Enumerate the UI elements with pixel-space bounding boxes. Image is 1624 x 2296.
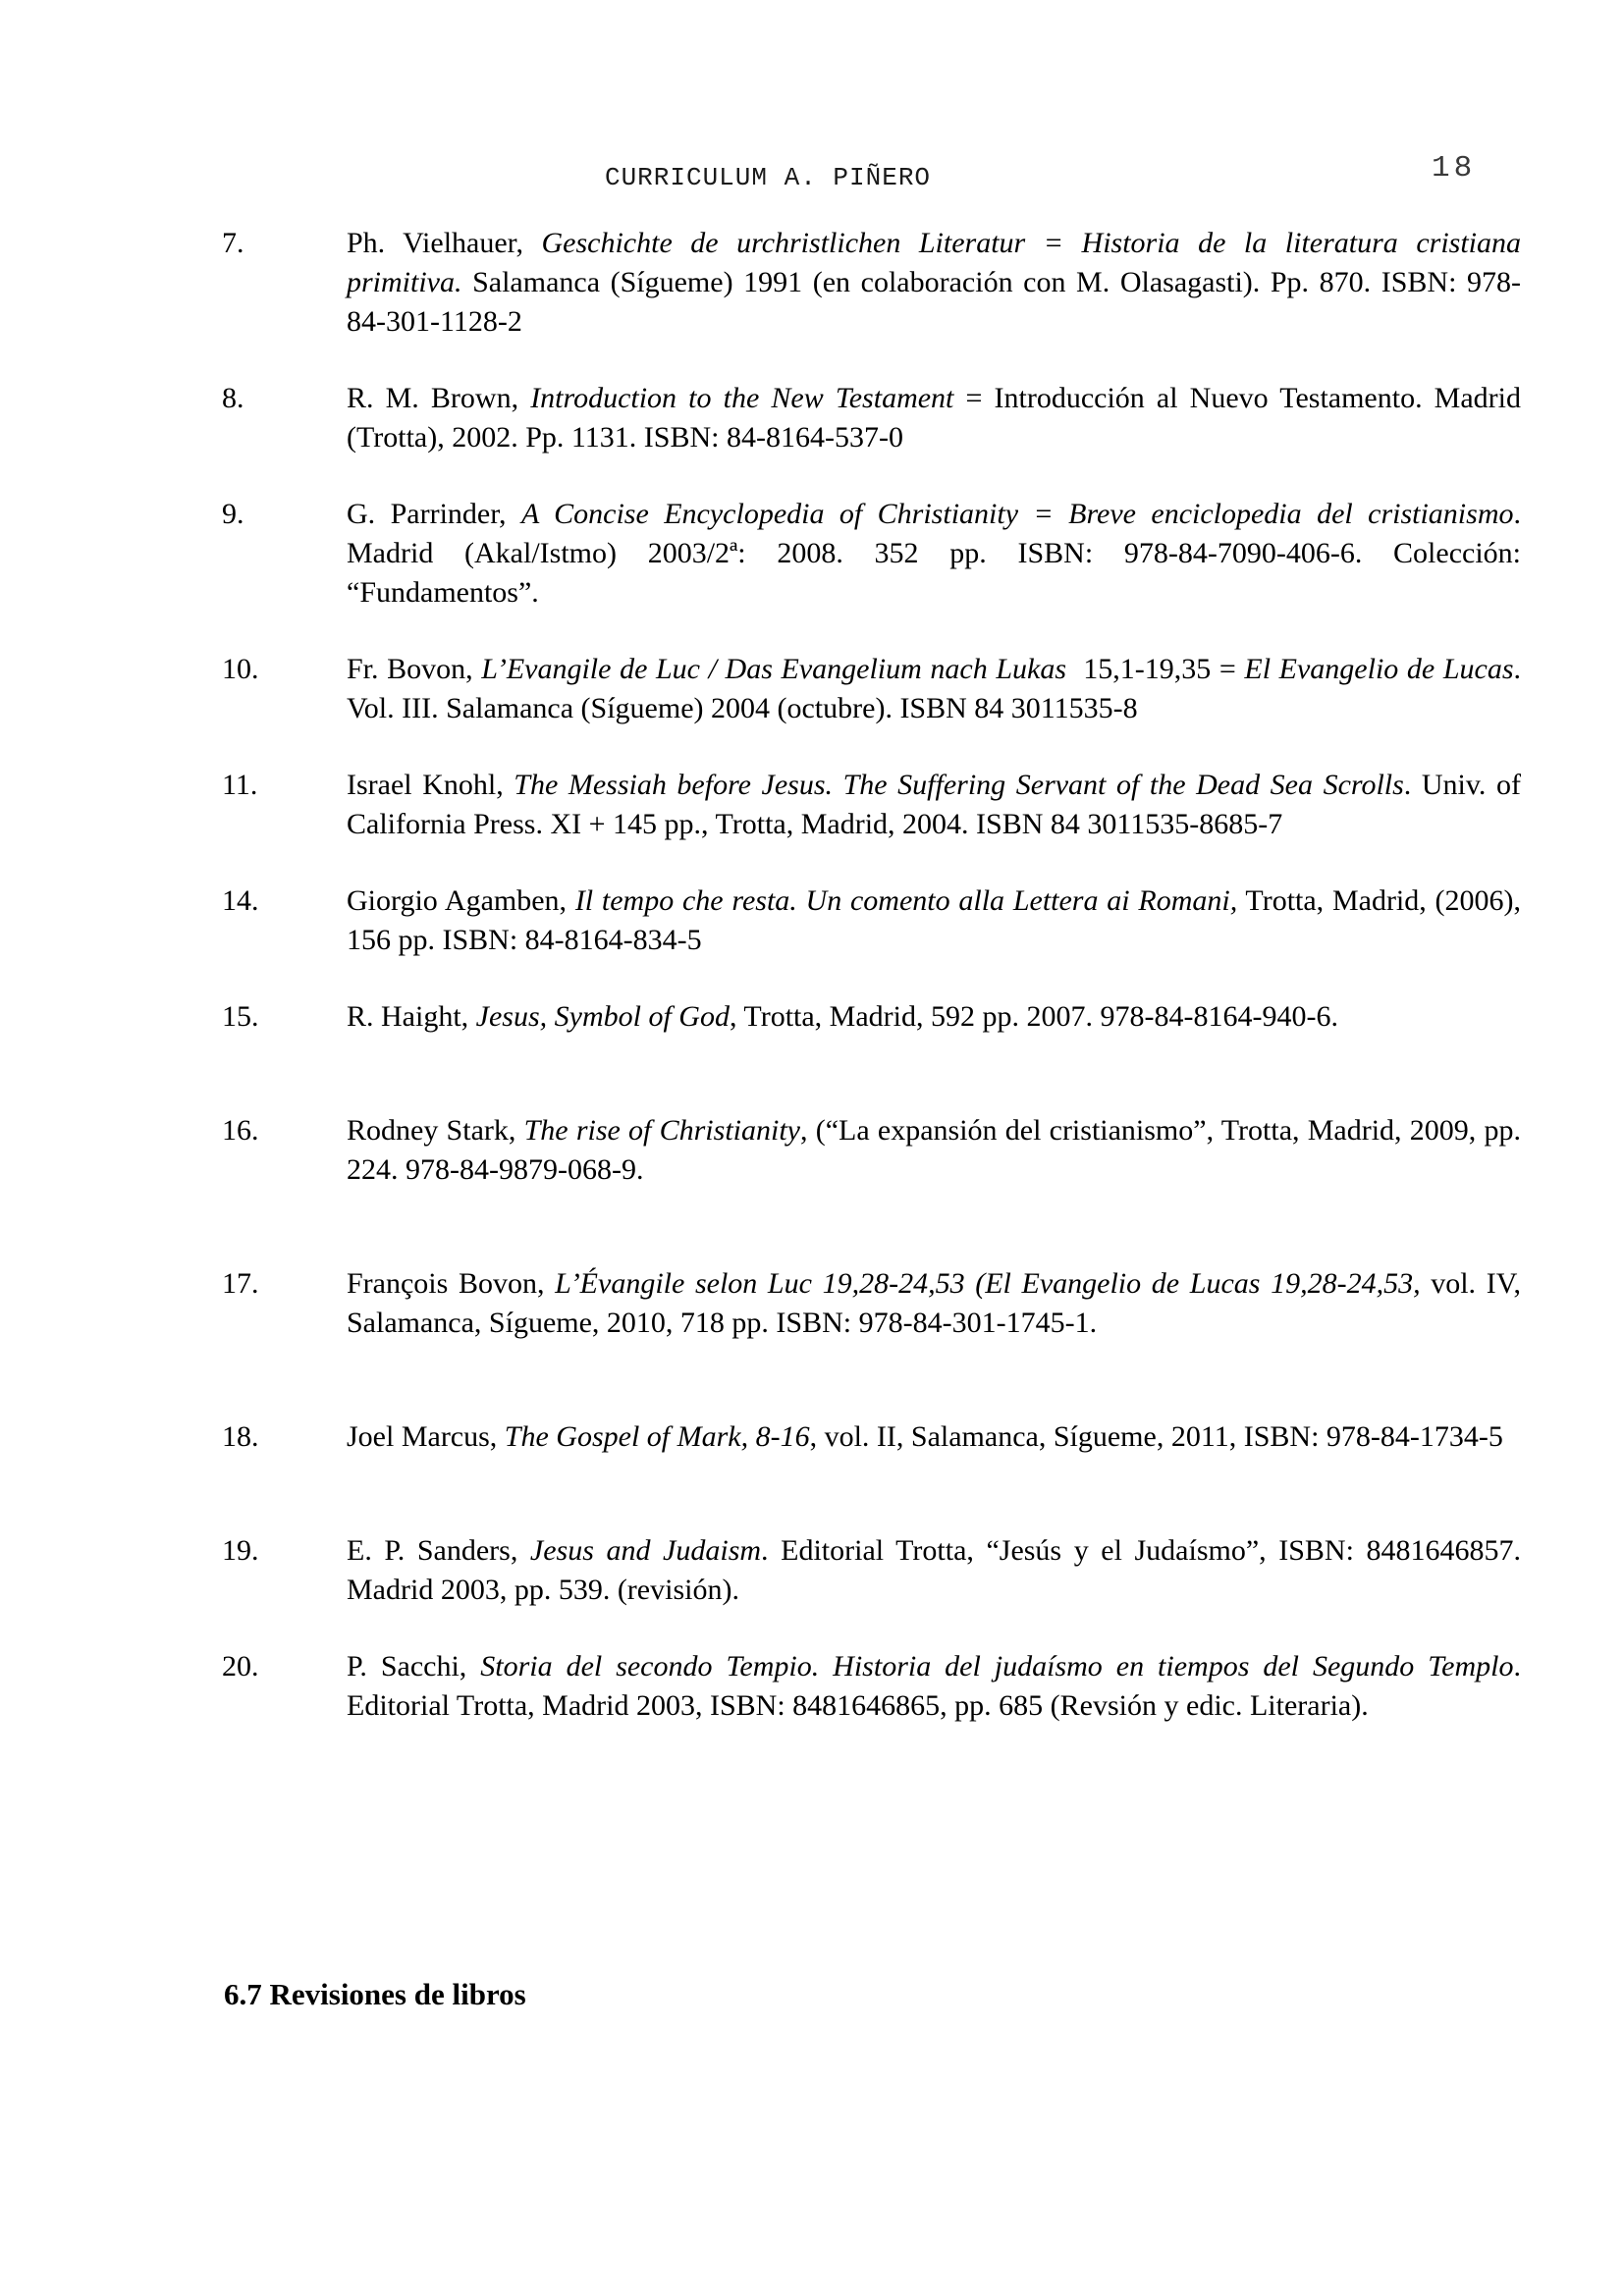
- bibliography-entry: [222, 1264, 1521, 1343]
- entry-text: Ph. Vielhauer, Geschichte de urchristlichen Literatur = Historia de la literatura cristiana primitiva. Salamanca (Sígueme) 1991 (en colaboración con M. Olasagasti). Pp. 870. ISBN: 978-84-301-1128-2: [347, 227, 1521, 338]
- entry-text: E. P. Sanders, Jesus and Judaism. Editorial Trotta, “Jesús y el Judaísmo”, ISBN: 8481646857. Madrid 2003, pp. 539. (revisión).: [347, 1534, 1521, 1606]
- page-number: 18: [1432, 151, 1477, 186]
- bibliography-entry: [222, 379, 1521, 457]
- section-heading: 6.7 Revisiones de libros: [224, 1977, 526, 2011]
- entry-text: R. Haight, Jesus, Symbol of God, Trotta, Madrid, 592 pp. 2007. 978-84-8164-940-6.: [347, 1000, 1338, 1033]
- bibliography-entry: [222, 224, 1521, 342]
- entry-number: 18.: [222, 1420, 259, 1453]
- entry-text: Fr. Bovon, L’Evangile de Luc / Das Evangelium nach Lukas 15,1-19,35 = El Evangelio de Lucas. Vol. III. Salamanca (Sígueme) 2004 (octubre). ISBN 84 3011535-8: [347, 653, 1521, 724]
- entry-number: 10.: [222, 653, 259, 685]
- entry-number: 7.: [222, 227, 244, 259]
- entry-number: 20.: [222, 1650, 259, 1682]
- entry-text: R. M. Brown, Introduction to the New Testament = Introducción al Nuevo Testamento. Madrid (Trotta), 2002. Pp. 1131. ISBN: 84-8164-537-0: [347, 382, 1522, 454]
- entry-text: Israel Knohl, The Messiah before Jesus. The Suffering Servant of the Dead Sea Scrolls. Univ. of California Press. XI + 145 pp., Trotta, Madrid, 2004. ISBN 84 3011535-8685-7: [347, 769, 1521, 840]
- bibliography-entry: [222, 1417, 1521, 1457]
- entry-number: 17.: [222, 1267, 259, 1300]
- entry-text: Rodney Stark, The rise of Christianity, (“La expansión del cristianismo”, Trotta, Madrid, 2009, pp. 224. 978-84-9879-068-9.: [347, 1114, 1522, 1186]
- running-header: CURRICULUM A. PIÑERO: [604, 163, 932, 192]
- bibliography-entry: [222, 1531, 1521, 1610]
- entry-text: P. Sacchi, Storia del secondo Tempio. Historia del judaísmo en tiempos del Segundo Templo. Editorial Trotta, Madrid 2003, ISBN: 8481646865, pp. 685 (Revsión y edic. Literaria).: [347, 1650, 1521, 1722]
- entry-text: Giorgio Agamben, Il tempo che resta. Un comento alla Lettera ai Romani, Trotta, Madrid, (2006), 156 pp. ISBN: 84-8164-834-5: [347, 884, 1522, 956]
- entry-text: Joel Marcus, The Gospel of Mark, 8-16, vol. II, Salamanca, Sígueme, 2011, ISBN: 978-84-1734-5: [347, 1420, 1503, 1453]
- bibliography-entry: [222, 997, 1521, 1037]
- entry-number: 15.: [222, 1000, 259, 1033]
- entry-number: 9.: [222, 498, 244, 530]
- entry-text: G. Parrinder, A Concise Encyclopedia of Christianity = Breve enciclopedia del cristianismo. Madrid (Akal/Istmo) 2003/2ª: 2008. 352 pp. ISBN: 978-84-7090-406-6. Colección: “Fundamentos”.: [347, 498, 1521, 609]
- entry-number: 8.: [222, 382, 244, 414]
- bibliography-entry: [222, 881, 1521, 960]
- bibliography-list: [222, 224, 1521, 1763]
- entry-text: François Bovon, L’Évangile selon Luc 19,28-24,53 (El Evangelio de Lucas 19,28-24,53, vol. IV, Salamanca, Sígueme, 2010, 718 pp. ISBN: 978-84-301-1745-1.: [347, 1267, 1521, 1339]
- bibliography-entry: [222, 650, 1521, 728]
- bibliography-entry: [222, 766, 1521, 844]
- bibliography-entry: [222, 1647, 1521, 1726]
- entry-number: 16.: [222, 1114, 259, 1147]
- entry-number: 14.: [222, 884, 259, 917]
- bibliography-entry: [222, 1111, 1521, 1190]
- entry-number: 11.: [222, 769, 258, 801]
- bibliography-entry: [222, 495, 1521, 613]
- entry-number: 19.: [222, 1534, 259, 1567]
